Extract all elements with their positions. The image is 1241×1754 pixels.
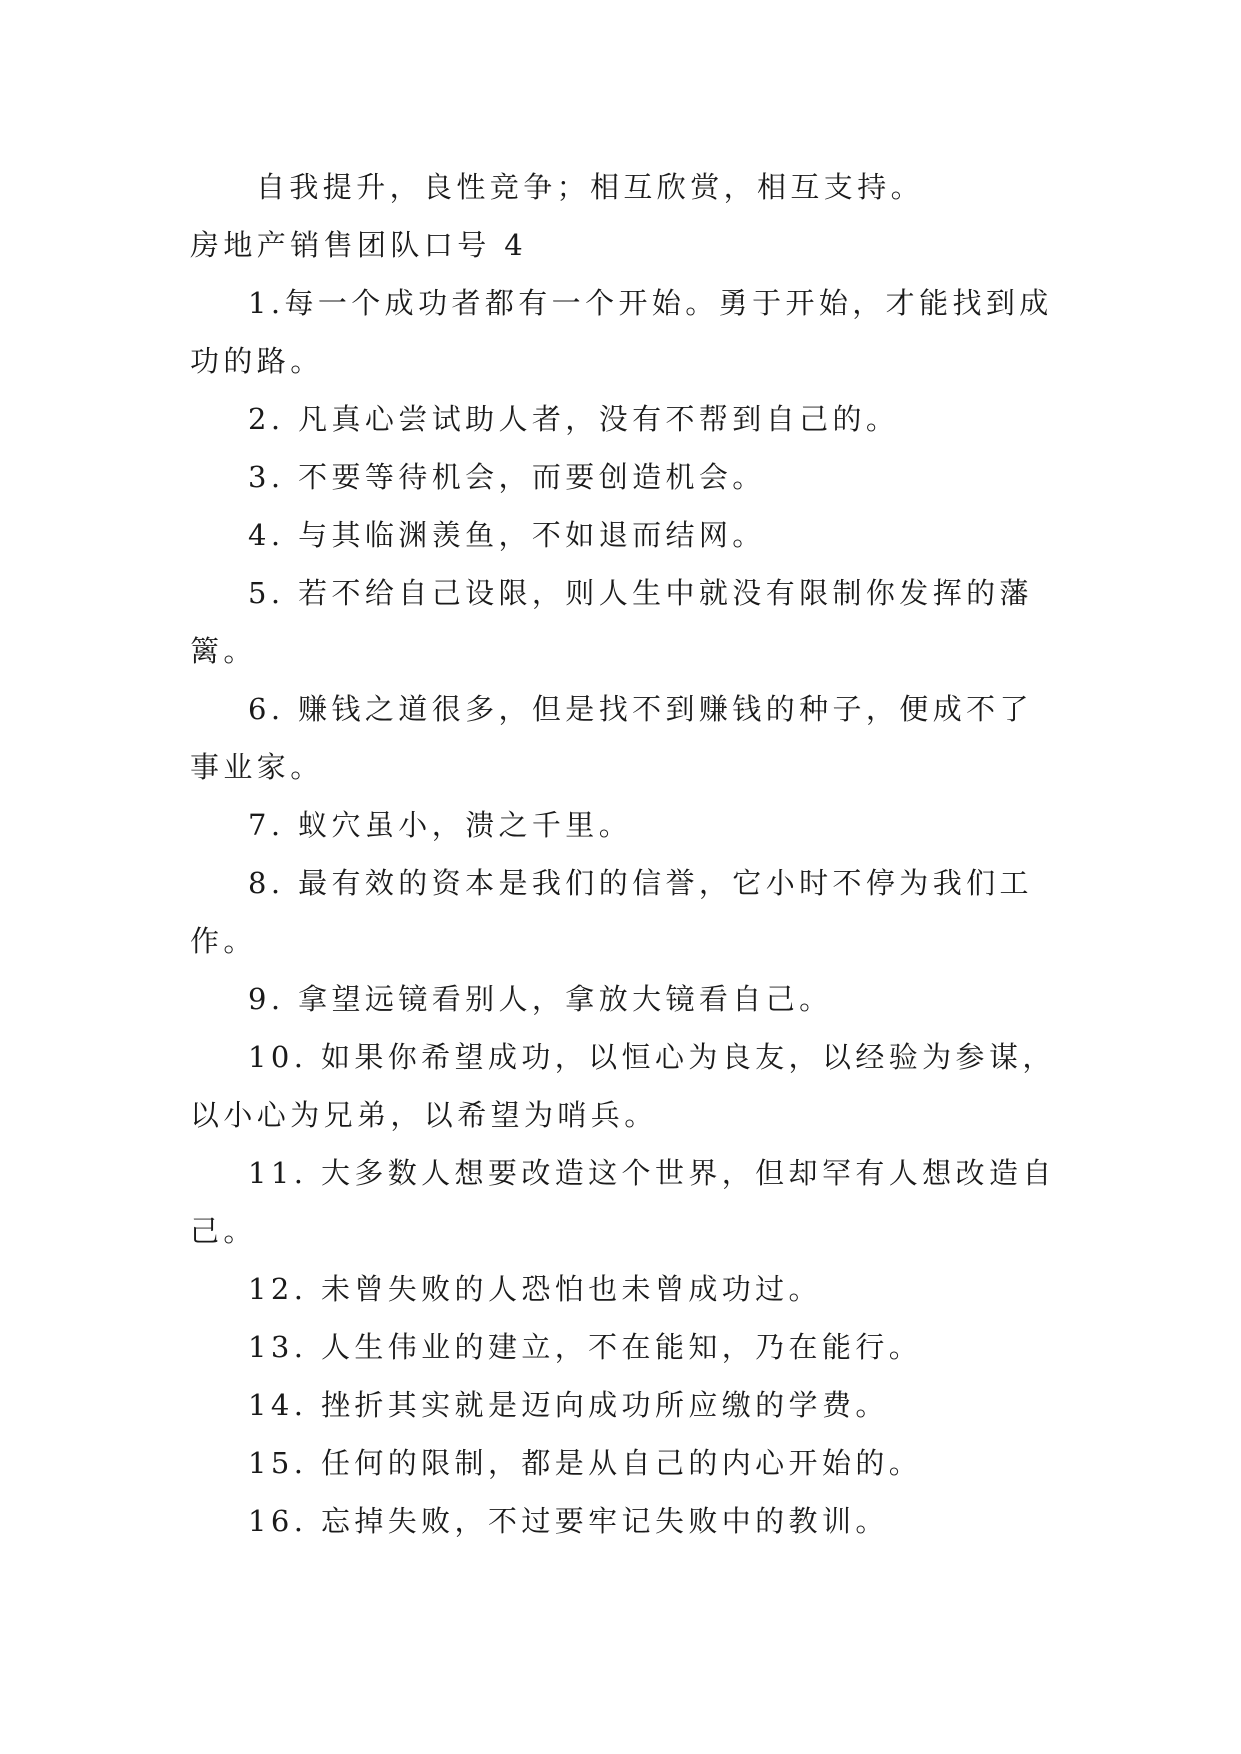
list-item-continuation: 事业家。 xyxy=(190,750,324,784)
intro-paragraph xyxy=(190,158,1060,216)
list-item: 4. 与其临渊羡鱼，不如退而结网。 xyxy=(248,518,766,552)
list-item: 5. 若不给自己设限，则人生中就没有限制你发挥的藩 xyxy=(248,576,1033,610)
list-item-continuation: 作。 xyxy=(190,924,257,958)
list-item: 9. 拿望远镜看别人，拿放大镜看自己。 xyxy=(248,982,833,1016)
list-item: 8. 最有效的资本是我们的信誉，它小时不停为我们工 xyxy=(248,866,1033,900)
list-item: 10. 如果你希望成功，以恒心为良友，以经验为参谋， xyxy=(248,1040,1056,1074)
list-item: 2. 凡真心尝试助人者，没有不帮到自己的。 xyxy=(248,402,900,436)
list-item: 7. 蚁穴虽小，溃之千里。 xyxy=(248,808,633,842)
slogan-list xyxy=(190,274,1060,1550)
list-item: 11. 大多数人想要改造这个世界，但却罕有人想改造自 xyxy=(248,1156,1056,1190)
list-item: 3. 不要等待机会，而要创造机会。 xyxy=(248,460,766,494)
list-item: 16. 忘掉失败，不过要牢记失败中的教训。 xyxy=(248,1504,889,1538)
list-item-continuation: 以小心为兄弟，以希望为哨兵。 xyxy=(190,1098,658,1132)
list-item: 12. 未曾失败的人恐怕也未曾成功过。 xyxy=(248,1272,822,1306)
list-item-continuation: 功的路。 xyxy=(190,344,324,378)
section-title: 房地产销售团队口号 4 xyxy=(190,228,528,262)
list-item-continuation: 己。 xyxy=(190,1214,257,1248)
list-item: 15. 任何的限制，都是从自己的内心开始的。 xyxy=(248,1446,923,1480)
intro-text: 自我提升，良性竞争；相互欣赏，相互支持。 xyxy=(256,170,925,204)
list-item: 6. 赚钱之道很多，但是找不到赚钱的种子，便成不了 xyxy=(248,692,1033,726)
list-item-continuation: 篱。 xyxy=(190,634,257,668)
list-item: 14. 挫折其实就是迈向成功所应缴的学费。 xyxy=(248,1388,889,1422)
list-item: 1.每一个成功者都有一个开始。勇于开始，才能找到成 xyxy=(248,286,1053,320)
list-item: 13. 人生伟业的建立，不在能知，乃在能行。 xyxy=(248,1330,923,1364)
document-body xyxy=(190,158,1060,1550)
